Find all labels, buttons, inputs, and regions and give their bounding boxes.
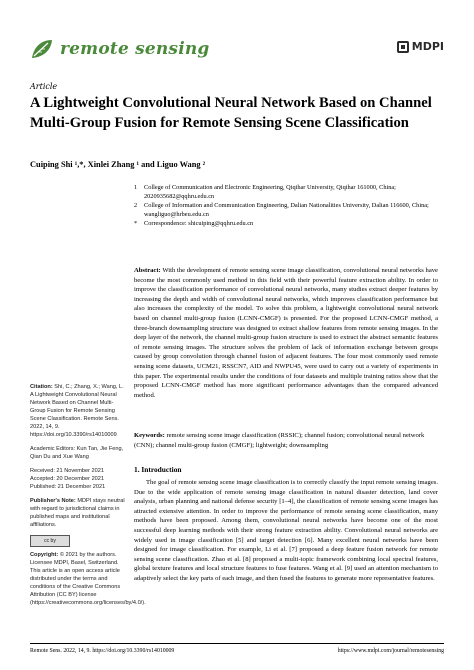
affiliation-mark: 1 [134,184,138,191]
academic-editors: Academic Editors: Kun Tan, Jie Feng, Qian Du and Xue Wang [30,446,124,460]
journal-header [30,38,444,78]
dates-block [30,467,127,491]
published-date: Published: 21 December 2021 [30,484,106,490]
journal-name: remote sensing [60,39,210,59]
section-heading: 1. Introduction [134,465,182,474]
keywords-label: Keywords: [134,432,165,439]
footer-journal-url[interactable]: https://www.mdpi.com/journal/remotesensing [337,648,444,654]
copyright-block [30,551,146,607]
footer-divider [30,643,444,644]
affiliation-mark: * [134,220,138,227]
accepted-date: Accepted: 20 December 2021 [30,476,105,482]
paper-title: A Lightweight Convolutional Neural Network Based on Channel Multi-Group Fusion for Remote Sensing Scene Classification [30,95,432,131]
leaf-icon [30,38,54,60]
citation-label: Citation: [30,384,53,390]
publisher-note-label: Publisher's Note: [30,498,76,504]
copyright-label: Copyright: [30,552,59,558]
article-sidebar [30,383,146,613]
keywords [134,431,438,450]
abstract [134,266,438,400]
citation-block [30,383,127,439]
received-date: Received: 21 November 2021 [30,468,105,474]
affiliations [134,183,434,228]
author-list: Cuiping Shi ¹,*, Xinlei Zhang ¹ and Liguo Wang ² [30,160,206,169]
affiliation-mark: 2 [134,202,138,209]
publisher-note-text: MDPI stays neutral with regard to jurisdictional claims in published maps and institutional affiliations. [30,498,125,528]
journal-logo[interactable] [30,38,210,60]
publisher-logo[interactable] [397,40,444,53]
copyright-text: © 2021 by the authors. Licensee MDPI, Basel, Switzerland. This article is an open access article distributed under the terms and conditions of the Creative Commons Attribution (CC BY) license (https://creativecommons.org/licenses/by/4.0/). [30,552,146,606]
publisher-name: MDPI [411,40,444,53]
affiliation-text: College of Information and Communication Engineering, Dalian Nationalities University, Dalian 116600, China; wangliguo@hrbeu.edu.cn [144,202,429,218]
affiliation-text: College of Communication and Electronic Engineering, Qiqihar University, Qiqihar 161000, China; 2020935682@qqhru.edu.cn [144,184,396,200]
abstract-text: With the development of remote sensing scene image classification, convolutional neural networks have become the most commonly used method in this field with their powerful feature extraction ability. In order to improve the classification performance of convolutional neural networks, many studies extract deeper features by increasing the depth and width of convolutional neural networks, which improves classification performance but also increases the complexity of the model. To solve this problem, a lightweight convolutional neural network based on channel multi-group fusion (LCNN-CMGF) is presented. For the proposed LCNN-CMGF method, a three-branch downsampling structure was designed to extract shallow features from remote sensing images. In the deep layer of the network, the channel multi-group fusion structure is used to extract the abstract semantic features of remote sensing images. The structure solves the problem of lack of information exchange between groups caused by group convolution through channel fusion of adjacent features. The four most commonly used remote sensing scene datasets, UCM21, RSSCN7, AID and NWPU45, were used to carry out a variety of experiments in this paper. The experimental results under the conditions of four datasets and multiple training ratios show that the proposed LCNN-CMGF method has more significant performance advantages than the compared advanced method. [134,267,438,399]
abstract-label: Abstract: [134,267,161,274]
mdpi-icon [397,41,409,53]
affiliation-1 [134,183,434,201]
footer-citation[interactable]: Remote Sens. 2022, 14, 9. https://doi.org/10.3390/rs14010009 [30,648,175,654]
correspondence [134,219,434,228]
keywords-text: remote sensing scene image classification (RSSIC); channel fusion; convolutional neural network (CNN); channel multi-group fusion (CMGF); lightweight; downsampling [134,432,425,449]
publisher-note [30,497,127,529]
correspondence-text: Correspondence: shicuiping@qqhru.edu.cn [144,220,254,227]
affiliation-2 [134,201,434,219]
introduction-text: The goal of remote sensing scene image classification is to correctly classify the input remote sensing images. Due to the wide application of remote sensing image classification in natural disaster detection, land cover analysis, urban planning and national defense security [1–4], the classification of remote sensing scene images has attracted extensive attention. In order to improve the performance of remote sensing scene classification, many methods have been proposed. Among them, convolutional neural networks have become one of the most successful deep learning methods with their strong feature extraction ability. Convolutional neural networks are widely used in image classification [5] and target detection [6]. Many excellent neural networks have been designed for image classification. For example, Li et al. [7] proposed a deep feature fusion network for remote sensing scene classification. Zhao et al. [8] proposed a multi-topic framework combining local spectral features, global texture features and local structure features to fuse features. Wang et al. [9] used an attention mechanism to adaptively select the key parts of each image, and then fused the features to generate more representative features. [134,479,438,582]
article-type-label: Article [30,82,58,91]
citation-text[interactable]: Shi, C.; Zhang, X.; Wang, L. A Lightweight Convolutional Neural Network Based on Channel Multi-Group Fusion for Remote Sensing Scene Classification. Remote Sens. 2022, 14, 9. https://doi.org/10.3390/rs14010009 [30,384,124,438]
cc-license-badge[interactable]: cc by [30,535,70,547]
